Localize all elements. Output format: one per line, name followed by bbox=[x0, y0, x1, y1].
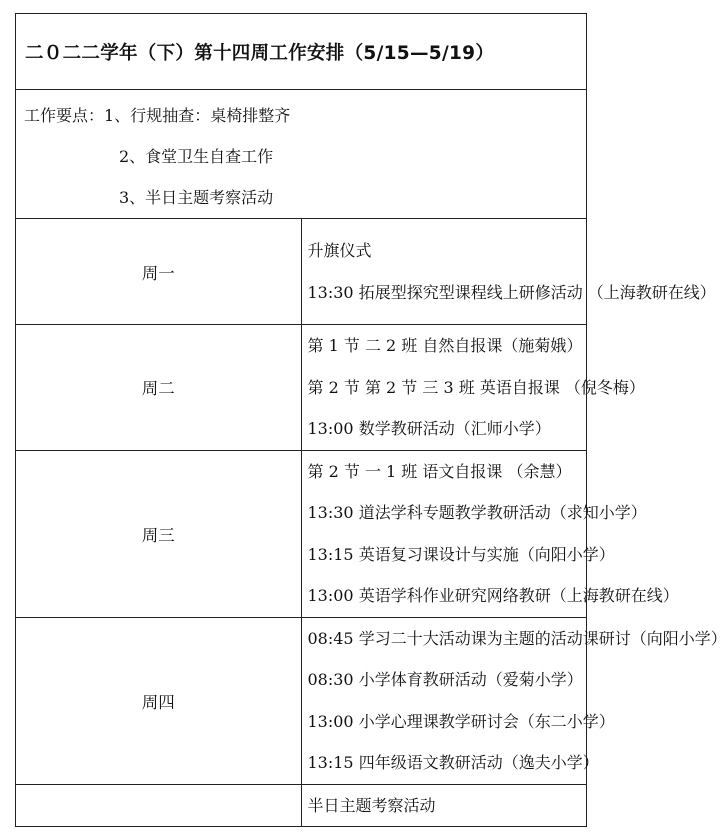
schedule-item: 第 1 节 二 2 班 自然自报课（施菊娥） bbox=[307, 336, 583, 355]
schedule-item: 08:30 小学体育教研活动（爱菊小学） bbox=[307, 670, 583, 689]
schedule-item: 13:00 数学教研活动（汇师小学） bbox=[307, 419, 551, 438]
schedule-item: 13:30 拓展型探究型课程线上研修活动 （上海教研在线） bbox=[307, 282, 716, 302]
key-point-item: 2、食堂卫生自查工作 bbox=[119, 146, 274, 166]
day-label: 周一 bbox=[16, 219, 302, 325]
schedule-item: 13:15 四年级语文教研活动（逸夫小学） bbox=[307, 753, 599, 772]
day-label: 周二 bbox=[16, 325, 302, 451]
day-items bbox=[301, 450, 679, 617]
key-point-line-3 bbox=[16, 177, 586, 218]
schedule-item: 半日主题考察活动 bbox=[307, 795, 436, 815]
day-label: 周三 bbox=[16, 450, 302, 617]
schedule-item: 13:00 英语学科作业研究网络教研（上海教研在线） bbox=[307, 586, 679, 605]
schedule-item: 13:00 小学心理课教学研讨会（东二小学） bbox=[307, 711, 615, 731]
key-point-line-2 bbox=[16, 136, 586, 177]
title-row bbox=[16, 14, 587, 90]
day-row-friday bbox=[16, 784, 587, 827]
title-cell bbox=[16, 14, 587, 90]
schedule-item: 08:45 学习二十大活动课为主题的活动课研讨（向阳小学） bbox=[307, 628, 727, 648]
page-title: 二０二二学年（下）第十四周工作安排（5/15—5/19） bbox=[25, 42, 495, 64]
day-row-thursday bbox=[16, 617, 587, 784]
day-row-monday bbox=[16, 219, 587, 325]
schedule-item: 第 2 节 一 1 班 语文自报课 （余慧） bbox=[307, 461, 572, 481]
key-point-item: 3、半日主题考察活动 bbox=[119, 187, 274, 207]
schedule-item: 升旗仪式 bbox=[307, 241, 372, 260]
day-row-tuesday bbox=[16, 325, 587, 451]
key-points-cell bbox=[16, 90, 587, 219]
key-points-label: 工作要点： bbox=[24, 105, 105, 125]
schedule-item: 第 2 节 第 2 节 三 3 班 英语自报课 （倪冬梅） bbox=[307, 377, 645, 397]
key-point-line-1 bbox=[16, 95, 586, 136]
schedule-item: 13:30 道法学科专题教学教研活动（求知小学） bbox=[307, 503, 647, 522]
day-label bbox=[16, 784, 302, 827]
key-points-row bbox=[16, 90, 587, 219]
key-point-item: 1、行规抽查：桌椅排整齐 bbox=[104, 105, 291, 125]
schedule-item: 13:15 英语复习课设计与实施（向阳小学） bbox=[307, 544, 615, 564]
day-row-wednesday bbox=[16, 450, 587, 617]
day-items bbox=[301, 617, 727, 784]
day-label: 周四 bbox=[16, 617, 302, 784]
weekly-schedule-table bbox=[15, 13, 727, 827]
day-items bbox=[301, 219, 716, 325]
day-items bbox=[301, 325, 645, 451]
day-items bbox=[301, 784, 587, 827]
